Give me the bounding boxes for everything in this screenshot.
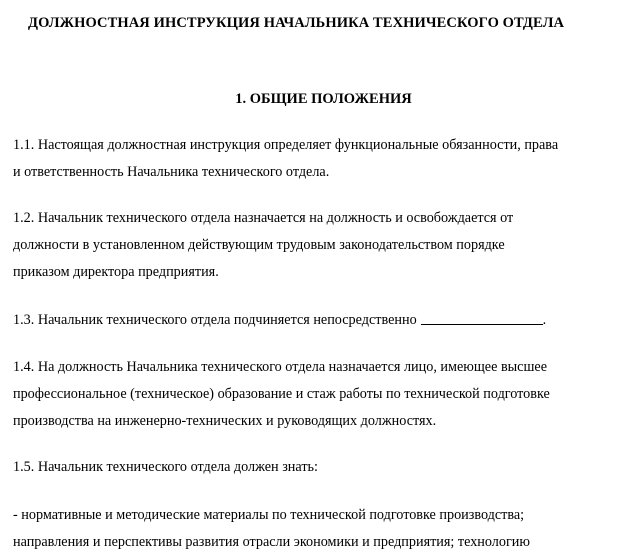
document-title: ДОЛЖНОСТНАЯ ИНСТРУКЦИЯ НАЧАЛЬНИКА ТЕХНИЧЕСКОГО ОТДЕЛА [28,15,565,31]
paragraph-1-2 [13,205,633,286]
paragraph-text: 1.3. Начальник технического отдела подчиняется непосредственно [13,312,417,328]
section-title: 1. ОБЩИЕ ПОЛОЖЕНИЯ [235,91,412,107]
paragraph-line: 1.4. На должность Начальника технического отдела назначается лицо, имеющее высшее [13,359,547,375]
paragraph-suffix: . [542,312,547,328]
paragraph-1-3 [13,307,633,334]
paragraph-line [13,307,633,334]
paragraph-1-4 [13,354,633,435]
paragraph-line: 1.1. Настоящая должностная инструкция определяет функциональные обязанности, права [13,137,559,153]
blank-underline [421,310,543,325]
paragraph-knowledge-list [13,502,633,556]
paragraph-line: - нормативные и методические материалы по технической подготовке производства; [13,507,525,523]
paragraph-line: 1.5. Начальник технического отдела должен знать: [13,459,318,475]
paragraph-line: производства на инженерно-технических и руководящих должностях. [13,413,437,429]
paragraph-line: профессиональное (техническое) образование и стаж работы по технической подготовке [13,386,550,402]
paragraph-line: приказом директора предприятия. [13,264,219,280]
paragraph-line: 1.2. Начальник технического отдела назначается на должность и освобождается от [13,210,514,226]
paragraph-line: должности в установленном действующим трудовым законодательством порядке [13,237,505,253]
paragraph-1-1 [13,132,633,186]
paragraph-line: и ответственность Начальника технического отдела. [13,164,330,180]
paragraph-1-5 [13,454,633,481]
paragraph-line: направления и перспективы развития отрасли экономики и предприятия; технологию [13,534,530,550]
